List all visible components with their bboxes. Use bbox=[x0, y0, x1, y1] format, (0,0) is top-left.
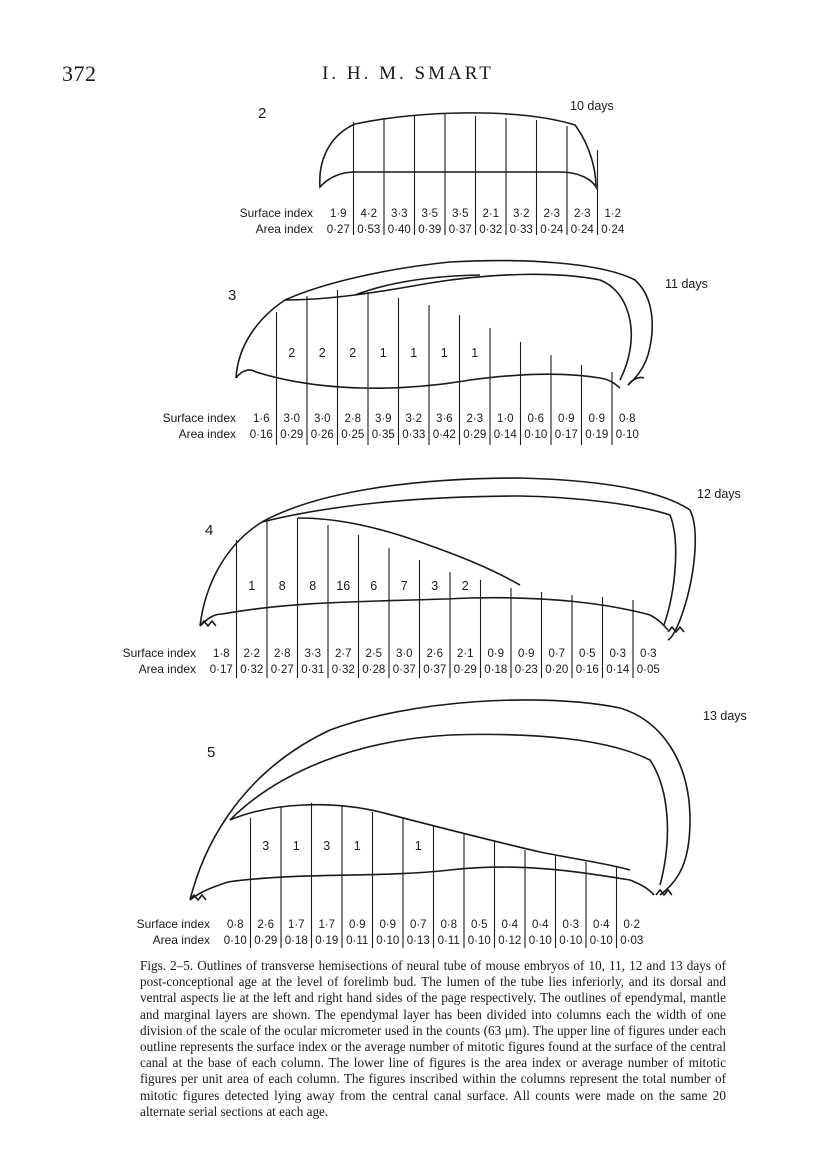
fig4-outline bbox=[200, 478, 695, 640]
surface-index-value: 2·6 bbox=[257, 919, 275, 931]
surface-index-value: 0·9 bbox=[517, 648, 535, 660]
area-index-value: 0·37 bbox=[392, 664, 416, 676]
area-index-value: 0·24 bbox=[601, 224, 625, 236]
area-index-value: 0·10 bbox=[467, 935, 491, 947]
surface-index-value: 0·9 bbox=[348, 919, 366, 931]
surface-index-value: 3·0 bbox=[395, 648, 413, 660]
area-index-value: 0·37 bbox=[423, 664, 447, 676]
figure-number: 4 bbox=[205, 522, 214, 539]
area-index-value: 0·23 bbox=[514, 664, 538, 676]
surface-index-value: 0·3 bbox=[639, 648, 657, 660]
area-index-value: 0·20 bbox=[545, 664, 569, 676]
surface-index-value: 1·9 bbox=[329, 208, 347, 220]
column-mitotic-count: 2 bbox=[461, 579, 469, 593]
running-title: I. H. M. SMART bbox=[322, 63, 494, 84]
area-index-value: 0·16 bbox=[249, 429, 273, 441]
area-index-value: 0·31 bbox=[301, 664, 325, 676]
surface-index-label: Surface index bbox=[136, 917, 210, 931]
area-index-value: 0·17 bbox=[209, 664, 233, 676]
area-index-value: 0·10 bbox=[524, 429, 548, 441]
area-index-value: 0·03 bbox=[620, 935, 644, 947]
column-mitotic-count: 2 bbox=[318, 346, 326, 360]
column-mitotic-count: 1 bbox=[353, 839, 361, 853]
column-mitotic-count: 1 bbox=[440, 346, 448, 360]
area-index-value: 0·19 bbox=[585, 429, 609, 441]
surface-index-value: 0·3 bbox=[562, 919, 580, 931]
area-index-label: Area index bbox=[152, 933, 210, 947]
area-index-value: 0·32 bbox=[479, 224, 503, 236]
area-index-value: 0·40 bbox=[387, 224, 411, 236]
area-index-value: 0·18 bbox=[284, 935, 308, 947]
surface-index-value: 1·8 bbox=[212, 648, 230, 660]
column-mitotic-count: 1 bbox=[292, 839, 300, 853]
column-mitotic-count: 3 bbox=[431, 579, 439, 593]
column-mitotic-count: 7 bbox=[400, 579, 408, 593]
figure-number: 2 bbox=[258, 105, 267, 122]
area-index-value: 0·19 bbox=[315, 935, 339, 947]
surface-index-value: 2·8 bbox=[344, 413, 362, 425]
area-index-label: Area index bbox=[138, 662, 196, 676]
surface-index-value: 0·3 bbox=[609, 648, 627, 660]
area-index-value: 0·10 bbox=[528, 935, 552, 947]
surface-index-value: 2·1 bbox=[456, 648, 474, 660]
area-index-value: 0·26 bbox=[310, 429, 334, 441]
area-index-label: Area index bbox=[178, 427, 236, 441]
column-mitotic-count: 6 bbox=[370, 579, 378, 593]
age-label: 11 days bbox=[665, 277, 708, 291]
page-number: 372 bbox=[62, 61, 97, 86]
area-index-value: 0·16 bbox=[575, 664, 599, 676]
area-index-value: 0·28 bbox=[362, 664, 386, 676]
surface-index-value: 3·6 bbox=[435, 413, 453, 425]
surface-index-value: 2·2 bbox=[243, 648, 261, 660]
surface-index-value: 0·4 bbox=[592, 919, 610, 931]
surface-index-value: 0·8 bbox=[226, 919, 244, 931]
surface-index-value: 0·9 bbox=[487, 648, 505, 660]
column-mitotic-count: 3 bbox=[262, 839, 270, 853]
column-mitotic-count: 1 bbox=[410, 346, 418, 360]
column-mitotic-count: 3 bbox=[323, 839, 331, 853]
area-index-value: 0·12 bbox=[498, 935, 522, 947]
surface-index-label: Surface index bbox=[122, 646, 196, 660]
surface-index-value: 2·3 bbox=[543, 208, 561, 220]
area-index-value: 0·13 bbox=[406, 935, 430, 947]
surface-index-value: 0·7 bbox=[409, 919, 427, 931]
area-index-value: 0·37 bbox=[448, 224, 472, 236]
surface-index-value: 0·7 bbox=[548, 648, 566, 660]
figure-number: 3 bbox=[228, 287, 237, 304]
area-index-value: 0·29 bbox=[254, 935, 278, 947]
surface-index-value: 3·2 bbox=[512, 208, 530, 220]
column-mitotic-count: 2 bbox=[288, 346, 296, 360]
surface-index-value: 1·0 bbox=[496, 413, 514, 425]
area-index-value: 0·05 bbox=[636, 664, 660, 676]
surface-index-value: 0·8 bbox=[618, 413, 636, 425]
surface-index-value: 3·9 bbox=[374, 413, 392, 425]
area-index-value: 0·10 bbox=[223, 935, 247, 947]
column-mitotic-count: 8 bbox=[278, 579, 286, 593]
area-index-value: 0·14 bbox=[493, 429, 517, 441]
surface-index-value: 0·5 bbox=[470, 919, 488, 931]
column-mitotic-count: 8 bbox=[309, 579, 317, 593]
area-index-value: 0·53 bbox=[357, 224, 381, 236]
figure-caption: Figs. 2–5. Outlines of transverse hemisections of neural tube of mouse embryos of 10, 11, 12 and 13 days of post-conceptional age at the level of forelimb bud. The lumen of the tube lies inferiorly, and its dorsal and ventral aspects lie at the left and right hand sides of the page respectively. The outlines of ependymal, mantle and marginal layers are shown. The ependymal layer has been divided into columns each the width of one division of the scale of the ocular micrometer used in the counts (63 μm). The upper line of figures under each outline represents the surface index or the average number of mitotic figures found at the surface of the central canal at the base of each column. The lower line of figures is the area index or average number of mitotic figures per unit area of each column. The figures inscribed within the columns represent the total number of mitotic figures detected lying away from the central canal surface. All counts were made on the same 20 alternate serial sections at each age. bbox=[140, 958, 726, 1119]
area-index-value: 0·33 bbox=[402, 429, 426, 441]
age-label: 12 days bbox=[697, 487, 741, 501]
column-mitotic-count: 2 bbox=[349, 346, 357, 360]
column-mitotic-count: 1 bbox=[248, 579, 256, 593]
area-index-value: 0·17 bbox=[554, 429, 578, 441]
area-index-value: 0·14 bbox=[606, 664, 630, 676]
surface-index-value: 2·7 bbox=[334, 648, 352, 660]
surface-index-value: 3·0 bbox=[283, 413, 301, 425]
area-index-value: 0·32 bbox=[240, 664, 264, 676]
area-index-value: 0·11 bbox=[437, 935, 460, 947]
fig2-outline bbox=[320, 113, 596, 187]
figure-number: 5 bbox=[207, 744, 216, 761]
surface-index-value: 2·3 bbox=[573, 208, 591, 220]
area-index-value: 0·11 bbox=[346, 935, 369, 947]
area-index-value: 0·27 bbox=[270, 664, 294, 676]
area-index-value: 0·10 bbox=[376, 935, 400, 947]
area-index-label: Area index bbox=[255, 222, 313, 236]
area-index-value: 0·29 bbox=[280, 429, 304, 441]
surface-index-value: 3·2 bbox=[405, 413, 423, 425]
surface-index-value: 0·6 bbox=[527, 413, 545, 425]
surface-index-label: Surface index bbox=[239, 206, 313, 220]
area-index-value: 0·24 bbox=[570, 224, 594, 236]
surface-index-value: 3·3 bbox=[390, 208, 408, 220]
surface-index-value: 0·4 bbox=[501, 919, 519, 931]
area-index-value: 0·27 bbox=[326, 224, 350, 236]
area-index-value: 0·24 bbox=[540, 224, 564, 236]
surface-index-value: 2·8 bbox=[273, 648, 291, 660]
surface-index-value: 3·5 bbox=[421, 208, 439, 220]
surface-index-label: Surface index bbox=[162, 411, 236, 425]
surface-index-value: 2·3 bbox=[466, 413, 484, 425]
area-index-value: 0·29 bbox=[453, 664, 477, 676]
area-index-value: 0·39 bbox=[418, 224, 442, 236]
surface-index-value: 3·0 bbox=[313, 413, 331, 425]
area-index-value: 0·10 bbox=[589, 935, 613, 947]
area-index-value: 0·42 bbox=[432, 429, 456, 441]
surface-index-value: 1·7 bbox=[318, 919, 336, 931]
surface-index-value: 0·5 bbox=[578, 648, 596, 660]
surface-index-value: 3·3 bbox=[304, 648, 322, 660]
area-index-value: 0·10 bbox=[559, 935, 583, 947]
surface-index-value: 1·2 bbox=[604, 208, 622, 220]
column-mitotic-count: 1 bbox=[379, 346, 387, 360]
surface-index-value: 0·9 bbox=[379, 919, 397, 931]
area-index-value: 0·33 bbox=[509, 224, 533, 236]
area-index-value: 0·25 bbox=[341, 429, 365, 441]
area-index-value: 0·18 bbox=[484, 664, 508, 676]
column-mitotic-count: 16 bbox=[336, 579, 351, 593]
fig5-outline bbox=[190, 700, 690, 900]
surface-index-value: 0·9 bbox=[588, 413, 606, 425]
surface-index-value: 4·2 bbox=[360, 208, 378, 220]
area-index-value: 0·35 bbox=[371, 429, 395, 441]
surface-index-value: 0·8 bbox=[440, 919, 458, 931]
surface-index-value: 2·5 bbox=[365, 648, 383, 660]
surface-index-value: 0·9 bbox=[557, 413, 575, 425]
area-index-value: 0·29 bbox=[463, 429, 487, 441]
surface-index-value: 2·6 bbox=[426, 648, 444, 660]
surface-index-value: 0·2 bbox=[623, 919, 641, 931]
surface-index-value: 2·1 bbox=[482, 208, 500, 220]
age-label: 10 days bbox=[570, 99, 614, 113]
area-index-value: 0·10 bbox=[615, 429, 639, 441]
surface-index-value: 3·5 bbox=[451, 208, 469, 220]
surface-index-value: 1·7 bbox=[287, 919, 305, 931]
fig3-outline bbox=[236, 261, 652, 389]
area-index-value: 0·32 bbox=[331, 664, 355, 676]
column-mitotic-count: 1 bbox=[414, 839, 422, 853]
figure-labels bbox=[123, 99, 747, 947]
column-mitotic-count: 1 bbox=[471, 346, 479, 360]
surface-index-value: 0·4 bbox=[531, 919, 549, 931]
surface-index-value: 1·6 bbox=[252, 413, 270, 425]
age-label: 13 days bbox=[703, 709, 747, 723]
